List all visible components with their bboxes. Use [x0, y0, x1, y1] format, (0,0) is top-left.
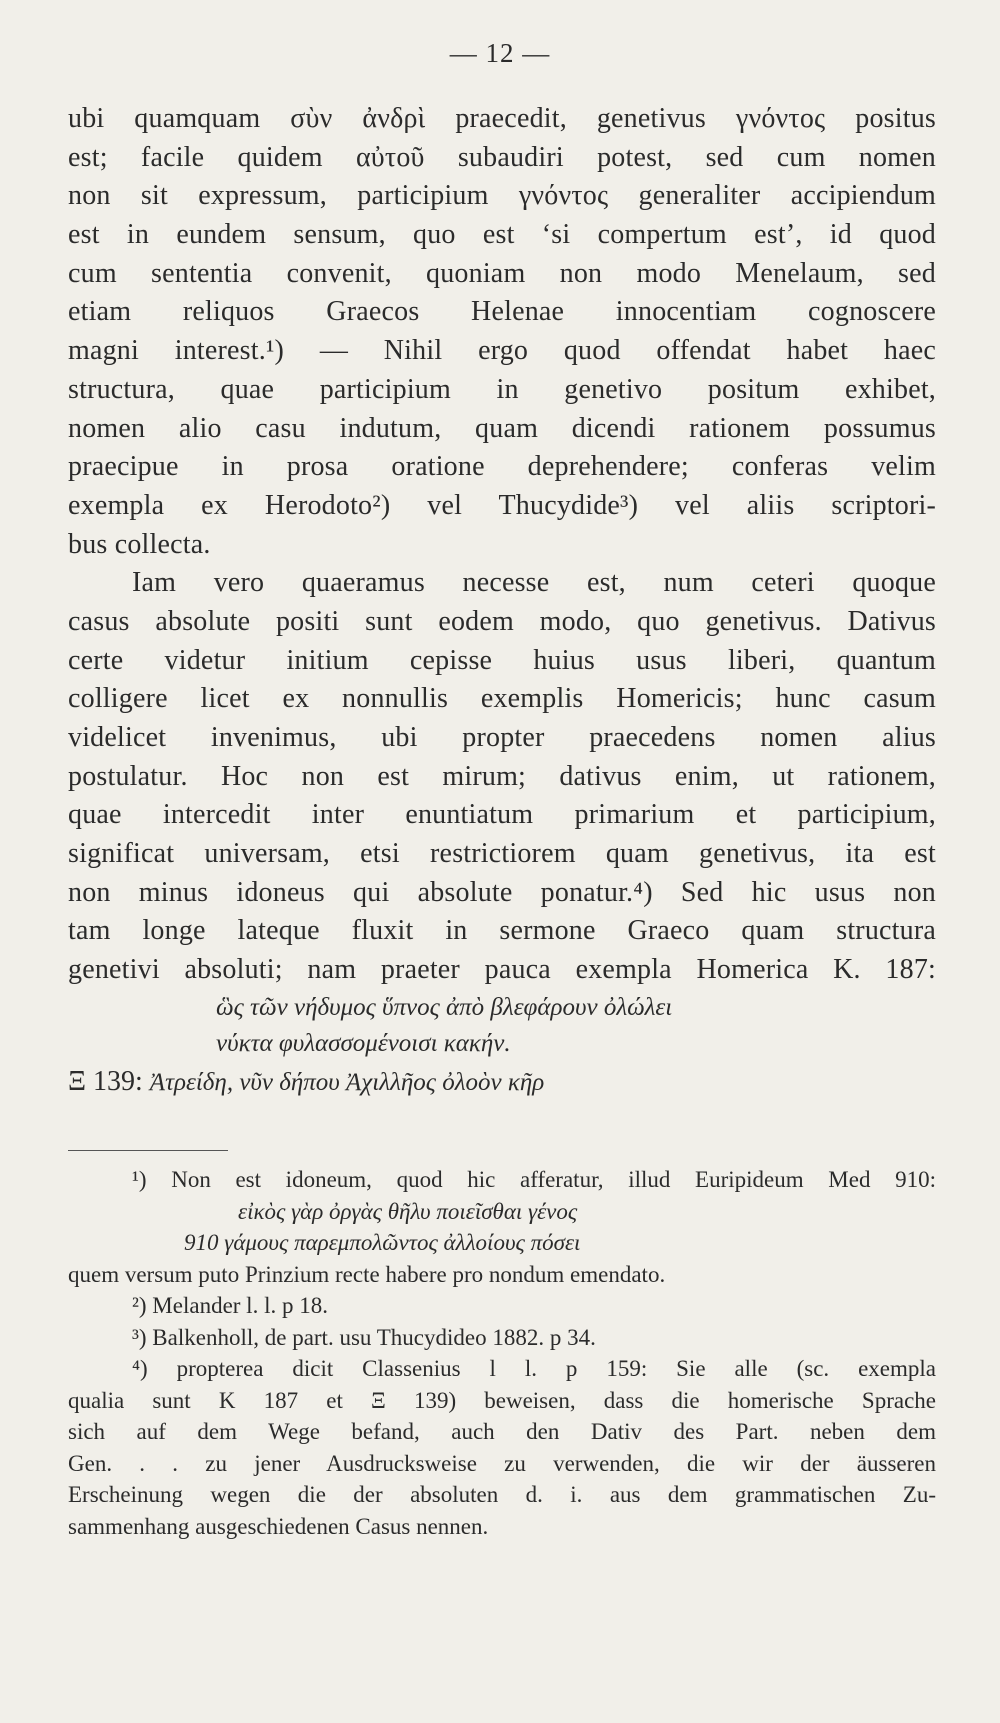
text-line: casus absolute positi sunt eodem modo, quo genetivus. Dativus — [68, 605, 936, 637]
footnote-line: Erscheinung wegen die der absoluten d. i. aus dem grammatischen Zu- — [68, 1482, 936, 1507]
footnote-greek-line: 910 γάμους παρεμπολῶντος ἀλλοίους πόσει — [184, 1230, 581, 1255]
footnote-line: ²) Melander l. l. p 18. — [132, 1293, 328, 1318]
text-line: videlicet invenimus, ubi propter praecedens nomen alius — [68, 722, 936, 753]
footnote-line: ⁴) propterea dicit Classenius l l. p 159: Sie alle (sc. exempla — [132, 1356, 936, 1381]
text-line: genetivi absoluti; nam praeter pauca exempla Homerica K. 187: — [68, 954, 936, 986]
quote-reference: Ξ 139: — [68, 1065, 143, 1097]
text-line: ubi quamquam σὺν ἀνδρὶ praecedit, genetivus γνόντος positus — [68, 103, 936, 134]
footnote-line: ³) Balkenholl, de part. usu Thucydideo 1882. p 34. — [132, 1324, 596, 1350]
main-text — [68, 100, 936, 1102]
text-line: non sit expressum, participium γνόντος generaliter accipiendum — [68, 180, 936, 212]
greek-quote-line: ὣς τῶν νήδυμος ὕπνος ἀπὸ βλεφάρουν ὀλώλει — [216, 993, 673, 1021]
text-line: bus collecta. — [68, 528, 211, 560]
text-line: quae intercedit inter enuntiatum primarium et participium, — [68, 799, 936, 831]
footnote-line: sich auf dem Wege befand, auch den Dativ des Part. neben dem — [68, 1419, 936, 1444]
text-line: nomen alio casu indutum, quam dicendi rationem possumus — [68, 412, 936, 444]
footnotes — [68, 1164, 936, 1542]
text-line: non minus idoneus qui absolute ponatur.⁴) Sed hic usus non — [68, 876, 936, 908]
footnote-line: sammenhang ausgeschiedenen Casus nennen. — [68, 1513, 489, 1539]
text-line: tam longe lateque fluxit in sermone Graeco quam structura — [68, 915, 936, 947]
greek-quote-reference-line — [68, 1062, 936, 1102]
text-line: praecipue in prosa oratione deprehendere; conferas velim — [68, 451, 936, 483]
footnote-line: quem versum puto Prinzium recte habere pro nondum emendato. — [68, 1261, 666, 1287]
text-line: cum sententia convenit, quoniam non modo Menelaum, sed — [68, 257, 936, 289]
footnote-line: ¹) Non est idoneum, quod hic afferatur, illud Euripideum Med 910: — [132, 1167, 936, 1192]
text-line: Iam vero quaeramus necesse est, num ceteri quoque — [132, 567, 936, 599]
footnote-greek-line: εἰκὸς γὰρ ὀργὰς θῆλυ ποιεῖσθαι γένος — [238, 1198, 578, 1224]
page-number: — 12 — — [449, 38, 551, 68]
text-line: est; facile quidem αὐτοῦ subaudiri potest, sed cum nomen — [68, 141, 936, 173]
text-line: colligere licet ex nonnullis exemplis Homericis; hunc casum — [68, 683, 936, 715]
text-line: exempla ex Herodoto²) vel Thucydide³) vel aliis scriptori- — [68, 489, 936, 521]
text-line: structura, quae participium in genetivo positum exhibet, — [68, 373, 936, 405]
text-line: significat universam, etsi restrictiorem quam genetivus, ita est — [68, 838, 936, 870]
text-line: magni interest.¹) — Nihil ergo quod offendat habet haec — [68, 335, 936, 367]
footnote-separator — [68, 1150, 228, 1151]
text-line: est in eundem sensum, quo est ‘si compertum est’, id quod — [68, 219, 936, 251]
text-line: certe videtur initium cepisse huius usus liberi, quantum — [68, 644, 936, 676]
footnote-line: Gen. . . zu jener Ausdrucksweise zu verwenden, die wir der äusseren — [68, 1450, 936, 1476]
footnote-line: qualia sunt K 187 et Ξ 139) beweisen, dass die homerische Sprache — [68, 1387, 936, 1413]
greek-quote-line: νύκτα φυλασσομένοισι κακήν. — [216, 1029, 511, 1057]
greek-quote-line: Ἀτρείδη, νῦν δήπου Ἀχιλλῆος ὀλοὸν κῆρ — [149, 1068, 545, 1096]
text-line: etiam reliquos Graecos Helenae innocentiam cognoscere — [68, 296, 936, 328]
text-line: postulatur. Hoc non est mirum; dativus enim, ut rationem, — [68, 760, 936, 792]
